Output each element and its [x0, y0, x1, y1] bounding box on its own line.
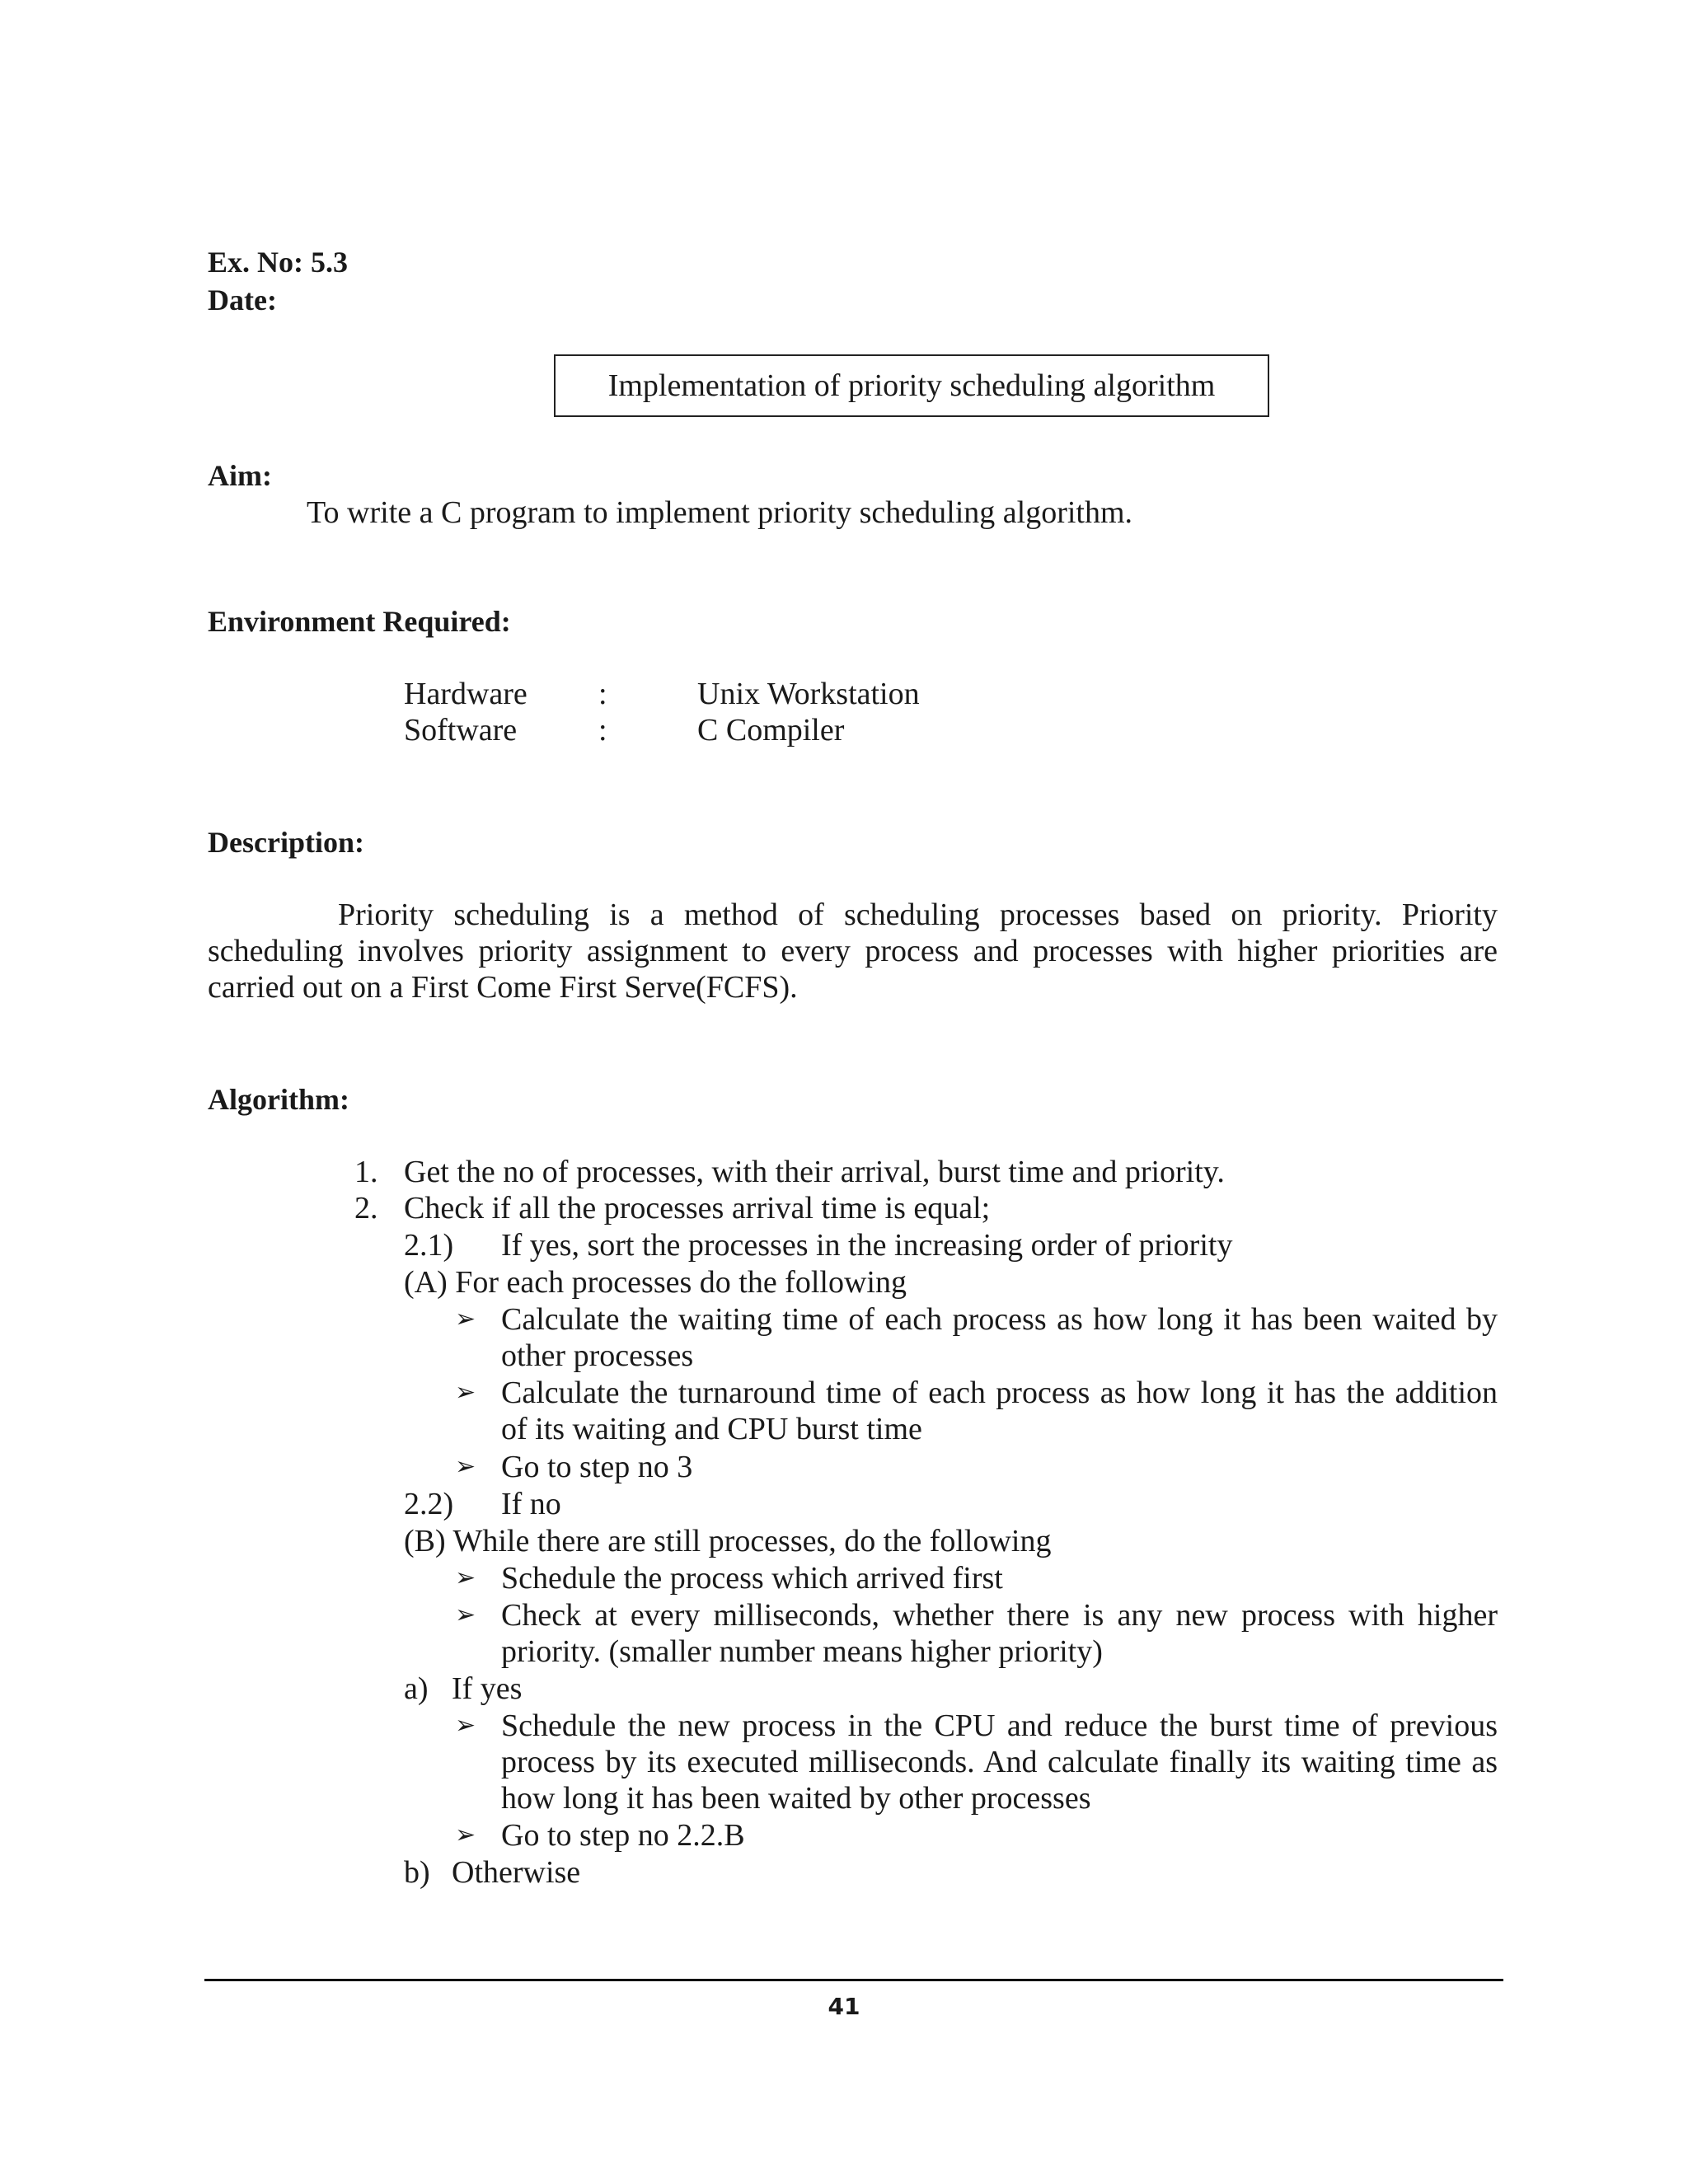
description-heading: Description:	[208, 826, 364, 859]
arrow-bullet-icon: ➢	[455, 1712, 476, 1739]
arrow-bullet-icon: ➢	[455, 1821, 476, 1849]
aim-heading: Aim:	[208, 459, 272, 492]
bullet-text: Check at every milliseconds, whether there is any new process with higher	[501, 1598, 1498, 1633]
env-value-hardware: Unix Workstation	[697, 677, 920, 711]
bullet-text: Go to step no 2.2.B	[501, 1818, 745, 1853]
substep-text: If no	[501, 1487, 561, 1521]
substep-number: 2.1)	[404, 1228, 454, 1263]
arrow-bullet-icon: ➢	[455, 1564, 476, 1591]
algorithm-heading: Algorithm:	[208, 1083, 349, 1116]
title-box	[554, 354, 1269, 417]
arrow-bullet-icon: ➢	[455, 1453, 476, 1480]
arrow-bullet-icon: ➢	[455, 1379, 476, 1406]
substep-text: If yes	[452, 1671, 523, 1706]
substep-text: (A) For each processes do the following	[404, 1265, 907, 1300]
substep-number: b)	[404, 1855, 430, 1890]
bullet-text-continued: how long it has been waited by other processes	[501, 1781, 1091, 1816]
env-label-hardware: Hardware	[404, 677, 528, 711]
environment-heading: Environment Required:	[208, 605, 511, 638]
step-text: Get the no of processes, with their arrival, burst time and priority.	[404, 1155, 1225, 1189]
substep-number: a)	[404, 1671, 429, 1706]
page-number: 41	[828, 1993, 860, 2020]
step-number: 1.	[354, 1155, 378, 1189]
bullet-text: Calculate the waiting time of each process as how long it has been waited by	[501, 1302, 1498, 1337]
step-text: Check if all the processes arrival time is equal;	[404, 1191, 991, 1226]
page-title: Implementation of priority scheduling algorithm	[607, 368, 1216, 403]
description-line-3: carried out on a First Come First Serve(FCFS).	[208, 970, 798, 1005]
substep-number: 2.2)	[404, 1487, 454, 1521]
env-separator: :	[598, 677, 607, 711]
bullet-text: Schedule the new process in the CPU and reduce the burst time of previous	[501, 1708, 1498, 1743]
env-separator: :	[598, 713, 607, 748]
bullet-text-continued: priority. (smaller number means higher priority)	[501, 1634, 1103, 1669]
bullet-text: Go to step no 3	[501, 1450, 693, 1484]
env-label-software: Software	[404, 713, 518, 748]
description-line-1: Priority scheduling is a method of scheduling processes based on priority. Priority	[338, 898, 1498, 932]
bullet-text-continued: of its waiting and CPU burst time	[501, 1412, 922, 1446]
bullet-text-continued: other processes	[501, 1338, 694, 1373]
substep-text: Otherwise	[452, 1855, 581, 1890]
arrow-bullet-icon: ➢	[455, 1305, 476, 1333]
date-label: Date:	[208, 284, 277, 316]
step-number: 2.	[354, 1191, 378, 1226]
bullet-text: Calculate the turnaround time of each process as how long it has the addition	[501, 1376, 1498, 1410]
env-value-software: C Compiler	[697, 713, 845, 748]
arrow-bullet-icon: ➢	[455, 1601, 476, 1629]
footer-divider	[204, 1979, 1503, 1981]
aim-text: To write a C program to implement priority scheduling algorithm.	[307, 495, 1133, 530]
exercise-number: Ex. No: 5.3	[208, 246, 348, 279]
description-line-2: scheduling involves priority assignment to every process and processes with higher priorities are	[208, 934, 1498, 968]
bullet-text-continued: process by its executed milliseconds. And calculate finally its waiting time as	[501, 1745, 1498, 1779]
substep-text: If yes, sort the processes in the increasing order of priority	[501, 1228, 1233, 1263]
substep-text: (B) While there are still processes, do the following	[404, 1524, 1052, 1558]
bullet-text: Schedule the process which arrived first	[501, 1561, 1003, 1596]
